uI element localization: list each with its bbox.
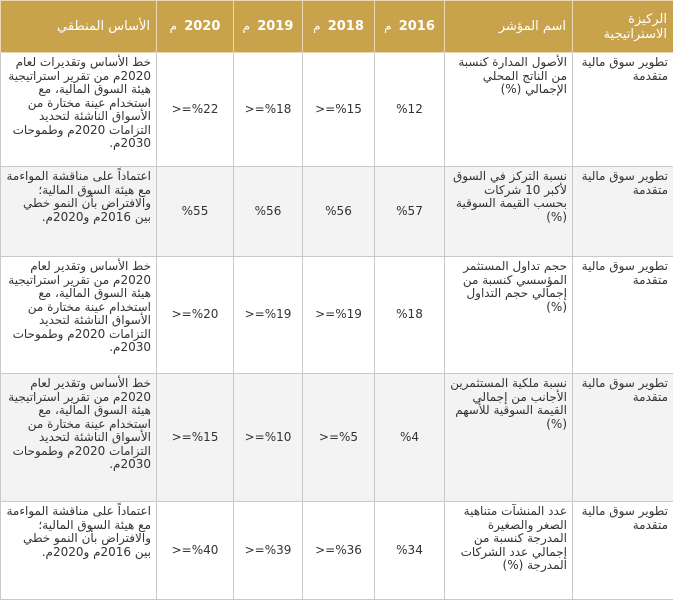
cell-value-2016: %18 <box>375 257 445 374</box>
cell-value-2018: %19=< <box>303 257 375 374</box>
header-basis: الأساس المنطقي <box>1 1 157 53</box>
cell-value-2016: %4 <box>375 374 445 502</box>
header-year-2019: 2019 م <box>234 1 303 53</box>
table-row <box>1 53 673 167</box>
cell-value-2020: %40=< <box>157 502 234 600</box>
header-pillar: الركيزة الاستراتيجية <box>573 1 673 53</box>
cell-indicator: نسبة التركز في السوق لأكبر 10 شركات بحسب القيمة السوقية (%) <box>445 167 573 257</box>
header-year-2018: 2018 م <box>303 1 375 53</box>
header-row <box>1 1 673 53</box>
cell-pillar: تطوير سوق مالية متقدمة <box>573 502 673 600</box>
cell-basis: اعتماداً على مناقشة المواءمة مع هيئة السوق المالية؛ والافتراض بأن النمو خطي بين 2016م و2020م. <box>1 502 157 600</box>
header-year-2016: 2016 م <box>375 1 445 53</box>
cell-pillar: تطوير سوق مالية متقدمة <box>573 374 673 502</box>
table-row <box>1 502 673 600</box>
header-indicator: اسم المؤشر <box>445 1 573 53</box>
cell-value-2020: %20=< <box>157 257 234 374</box>
cell-value-2018: %56 <box>303 167 375 257</box>
cell-pillar: تطوير سوق مالية متقدمة <box>573 257 673 374</box>
cell-basis: خط الأساس وتقدير لعام 2020م من تقرير استراتيجية هيئة السوق المالية، مع استخدام عينة مختارة من الأسواق الناشئة لتحديد التزامات 2020م وطموحات 2030م. <box>1 374 157 502</box>
cell-indicator: الأصول المدارة كنسبة من الناتج المحلي الإجمالي (%) <box>445 53 573 167</box>
table-row <box>1 167 673 257</box>
cell-value-2018: %36=< <box>303 502 375 600</box>
cell-value-2016: %34 <box>375 502 445 600</box>
header-year-2020: 2020 م <box>157 1 234 53</box>
cell-indicator: نسبة ملكية المستثمرين الأجانب من إجمالي القيمة السوقية للأسهم (%) <box>445 374 573 502</box>
table-row <box>1 257 673 374</box>
cell-pillar: تطوير سوق مالية متقدمة <box>573 53 673 167</box>
cell-value-2016: %12 <box>375 53 445 167</box>
cell-pillar: تطوير سوق مالية متقدمة <box>573 167 673 257</box>
cell-indicator: عدد المنشآت متناهية الصغر والصغيرة المدرجة كنسبة من إجمالي عدد الشركات المدرجة (%) <box>445 502 573 600</box>
cell-value-2020: %22=< <box>157 53 234 167</box>
table-row <box>1 374 673 502</box>
cell-value-2018: %15=< <box>303 53 375 167</box>
cell-value-2019: %39=< <box>234 502 303 600</box>
cell-value-2018: %5=< <box>303 374 375 502</box>
cell-value-2016: %57 <box>375 167 445 257</box>
cell-value-2019: %10=< <box>234 374 303 502</box>
cell-value-2020: %15=< <box>157 374 234 502</box>
cell-value-2020: %55 <box>157 167 234 257</box>
cell-value-2019: %56 <box>234 167 303 257</box>
cell-value-2019: %19=< <box>234 257 303 374</box>
cell-basis: خط الأساس وتقديرات لعام 2020م من تقرير استراتيجية هيئة السوق المالية، مع استخدام عينة مختارة من الأسواق الناشئة لتحديد التزامات 2020م وطموحات 2030م. <box>1 53 157 167</box>
cell-basis: خط الأساس وتقدير لعام 2020م من تقرير استراتيجية هيئة السوق المالية، مع استخدام عينة مختارة من الأسواق الناشئة لتحديد التزامات 2020م وطموحات 2030م. <box>1 257 157 374</box>
cell-value-2019: %18=< <box>234 53 303 167</box>
cell-basis: اعتماداً على مناقشة المواءمة مع هيئة السوق المالية؛ والافتراض بأن النمو خطي بين 2016م و2020م. <box>1 167 157 257</box>
cell-indicator: حجم تداول المستثمر المؤسسي كنسبة من إجمالي حجم التداول (%) <box>445 257 573 374</box>
